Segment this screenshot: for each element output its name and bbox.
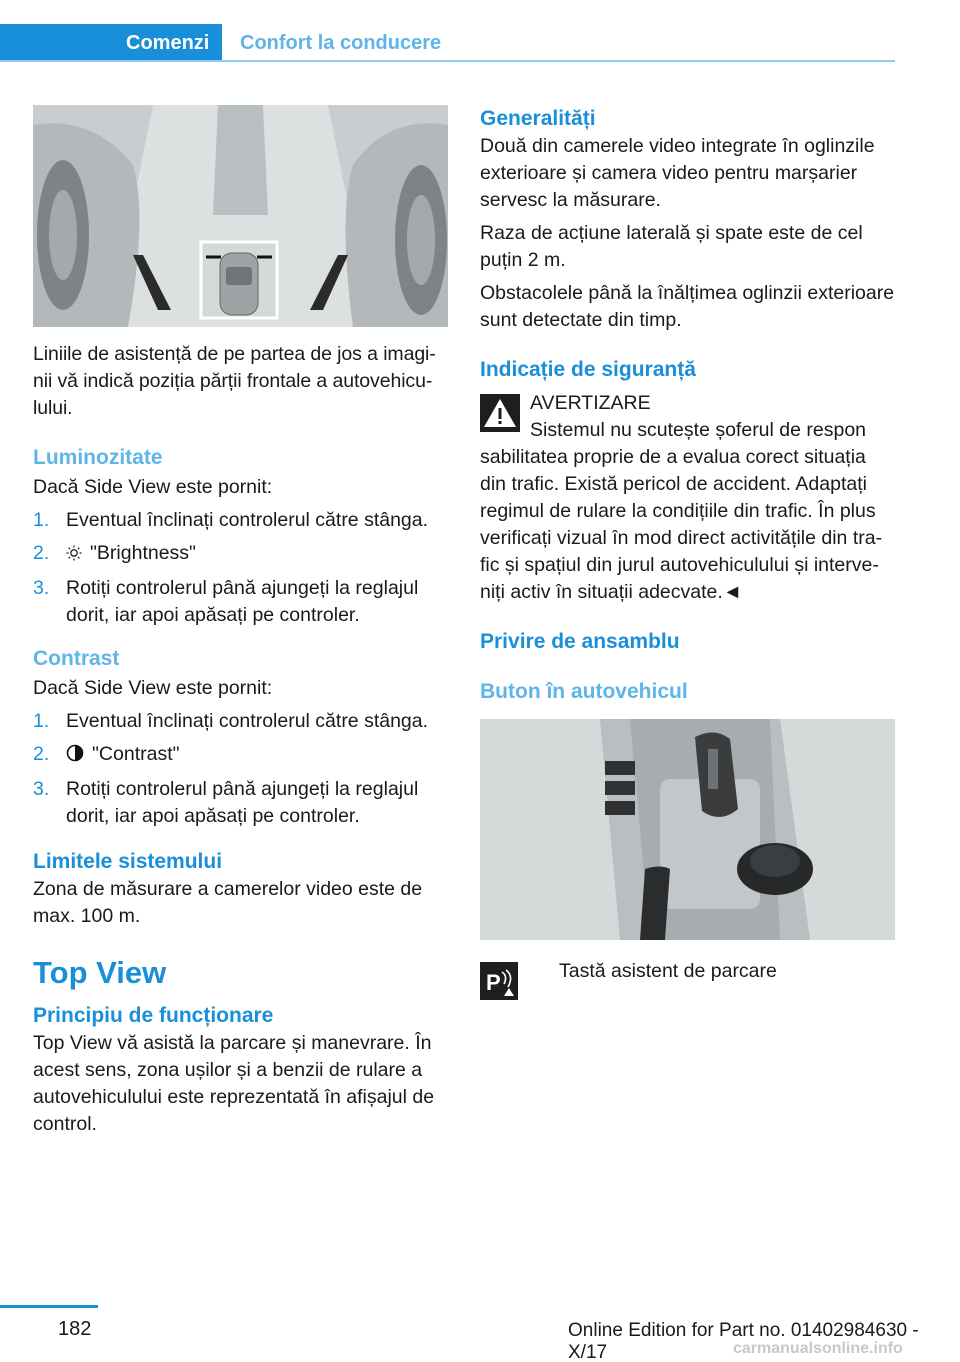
- watermark: carmanualsonline.info: [733, 1340, 903, 1357]
- luminozitate-intro: Dacă Side View este pornit:: [33, 476, 273, 498]
- warning-icon: [480, 394, 520, 432]
- footer-bar: [0, 1305, 98, 1308]
- luminozitate-steps: [33, 507, 448, 629]
- park-assist-caption: Tastă asistent de parcare: [559, 960, 777, 982]
- console-photo: [480, 719, 895, 940]
- generalitati-p3: Obstacolele până la înălțimea oglinzii exterioare sunt detectate din timp.: [480, 282, 895, 331]
- limitele-sistemului-text: Zona de măsurare a camerelor video este de max. 100 m.: [33, 878, 423, 927]
- illustration-caption: Liniile de asistență de pe partea de jos a imaginii vă indică poziția părții frontale a autovehiculului.: [33, 343, 436, 419]
- step-number: 3.: [33, 778, 50, 800]
- step-text: "Brightness": [90, 542, 196, 564]
- step-text: Eventual înclinați controlerul către stânga.: [66, 509, 429, 531]
- page-number: 182: [58, 1318, 92, 1340]
- right-column: [480, 105, 895, 1002]
- step-text: Rotiți controlerul până ajungeți la reglajul dorit, iar apoi apăsați pe controler.: [66, 577, 419, 626]
- contrast-heading: Contrast: [33, 647, 120, 670]
- list-item: [33, 507, 448, 534]
- luminozitate-heading: Luminozitate: [33, 446, 163, 469]
- top-view-heading: Top View: [33, 955, 167, 990]
- step-text: Eventual înclinați controlerul către stânga.: [66, 710, 429, 732]
- park-assist-button-icon: [480, 962, 518, 1008]
- step-number: 1.: [33, 710, 50, 732]
- step-number: 3.: [33, 577, 50, 599]
- tab-confort-la-conducere[interactable]: Confort la conducere: [240, 32, 442, 54]
- left-column: [33, 105, 448, 1138]
- step-number: 2.: [33, 542, 50, 564]
- warning-block: [480, 390, 895, 606]
- generalitati-p2: Raza de acțiune laterală și spate este de cel puțin 2 m.: [480, 222, 863, 271]
- contrast-icon: [66, 743, 84, 770]
- tab-comenzi[interactable]: Comenzi: [0, 24, 222, 62]
- list-item: [33, 540, 448, 569]
- warning-label: AVERTIZARE: [530, 392, 651, 414]
- list-item: [33, 575, 448, 629]
- button-legend: [480, 958, 895, 1002]
- contrast-steps: [33, 708, 448, 830]
- list-item: [33, 708, 448, 735]
- buton-autovehicul-heading: Buton în autovehicul: [480, 680, 688, 703]
- step-number: 1.: [33, 509, 50, 531]
- header-divider: [0, 60, 895, 62]
- step-text: Rotiți controlerul până ajungeți la reglajul dorit, iar apoi apăsați pe controler.: [66, 778, 419, 827]
- warning-text-first: Sistemul nu scutește șoferul de respon: [530, 419, 867, 441]
- page-header: [0, 24, 895, 64]
- contrast-intro: Dacă Side View este pornit:: [33, 677, 273, 699]
- principiu-heading: Principiu de funcționare: [33, 1004, 274, 1027]
- step-number: 2.: [33, 743, 50, 765]
- step-text: "Contrast": [92, 743, 180, 765]
- generalitati-heading: Generalități: [480, 107, 596, 130]
- svg-text:P: P: [486, 970, 501, 995]
- privire-ansamblu-heading: Privire de ansamblu: [480, 630, 680, 653]
- indicatie-siguranta-heading: Indicație de siguranță: [480, 358, 696, 381]
- edition-text: Online Edition for Part no. 01402984630 - X/17: [568, 1320, 919, 1362]
- side-view-illustration: [33, 105, 448, 327]
- warning-text: sabilitatea proprie de a evalua corect situația din trafic. Există pericol de accident. Adaptați regimul de rulare la condițiile din trafic. În plus verificați vizual în mod direct activitățile din trafic și spațiul din jurul autovehiculului și interveniți activ în situații adecvate.◄: [480, 446, 883, 603]
- top-view-text: Top View vă asistă la parcare și manevrare. În acest sens, zona ușilor și a benzii de rulare a autovehiculului este reprezentată în afișajul de control.: [33, 1032, 435, 1135]
- brightness-icon: [66, 542, 82, 569]
- limitele-sistemului-heading: Limitele sistemului: [33, 850, 223, 873]
- generalitati-p1: Două din camerele video integrate în oglinzile exterioare și camera video pentru marșarier servesc la măsurare.: [480, 135, 875, 211]
- list-item: [33, 741, 448, 770]
- list-item: [33, 776, 448, 830]
